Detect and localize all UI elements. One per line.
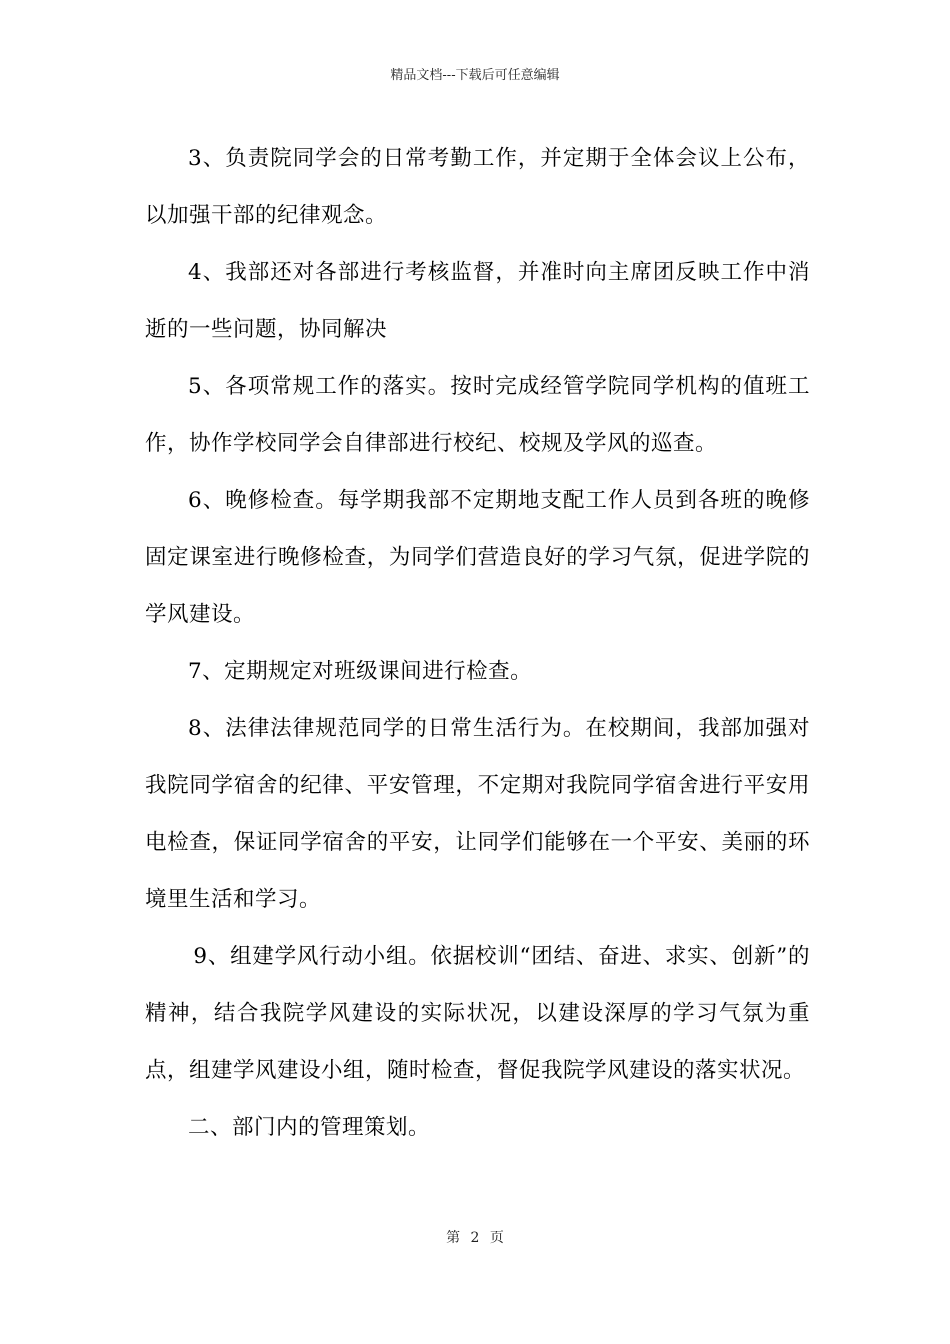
page-label-suffix: 页 (489, 1230, 504, 1246)
paragraph-item-5: 5、各项常规工作的落实。按时完成经管学院同学机构的值班工作，协作学校同学会自律部进行校纪、校规及学风的巡查。 (145, 374, 810, 456)
paragraph-item-6: 6、晚修检查。每学期我部不定期地支配工作人员到各班的晚修固定课室进行晚修检查，为同学们营造良好的学习气氛，促进学院的学风建设。 (145, 488, 810, 627)
page-header: 精品文档---下载后可任意编辑 (390, 68, 560, 83)
page-footer (0, 1227, 950, 1247)
page-label-prefix: 第 (446, 1230, 461, 1246)
section-heading-management: 二、部门内的管理策划。 (188, 1115, 431, 1140)
paragraph-item-4: 4、我部还对各部进行考核监督，并准时向主席团反映工作中消逝的一些问题，协同解决 (145, 260, 810, 342)
paragraph-item-3: 3、负责院同学会的日常考勤工作，并定期于全体会议上公布，以加强干部的纪律观念。 (145, 146, 810, 228)
document-body (145, 130, 810, 1156)
page-number: 2 (470, 1230, 480, 1246)
paragraph-item-7: 7、定期规定对班级课间进行检查。 (188, 659, 533, 684)
paragraph-item-9: 9、组建学风行动小组。依据校训“团结、奋进、求实、创新”的精神，结合我院学风建设的实际状况，以建设深厚的学习气氛为重点，组建学风建设小组，随时检查，督促我院学风建设的落实状况。 (145, 944, 810, 1083)
paragraph-item-8: 8、法律法律规范同学的日常生活行为。在校期间，我部加强对我院同学宿舍的纪律、平安管理，不定期对我院同学宿舍进行平安用电检查，保证同学宿舍的平安，让同学们能够在一个平安、美丽的环境里生活和学习。 (145, 716, 810, 912)
